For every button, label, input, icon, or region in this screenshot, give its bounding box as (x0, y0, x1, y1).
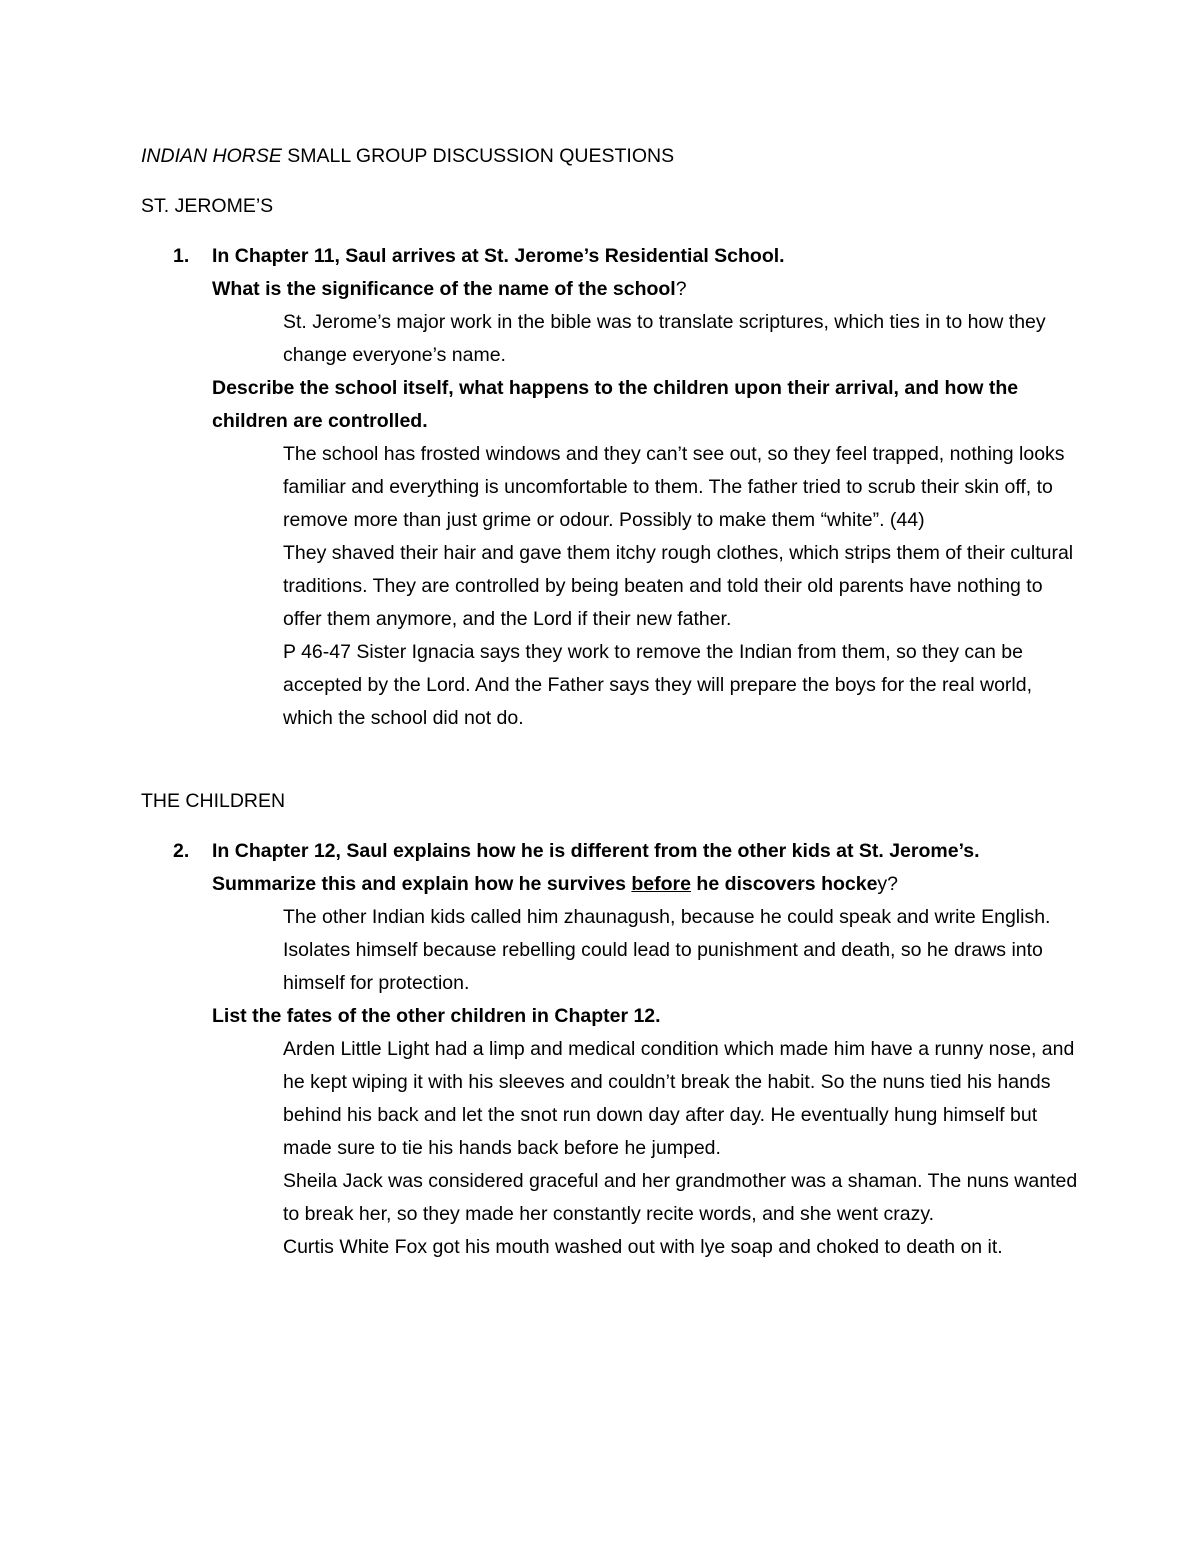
document-body (141, 140, 1081, 1264)
question-text: What is the significance of the name of the school (212, 278, 676, 300)
question-number: 1. (173, 245, 190, 267)
question-text: he discovers hocke (691, 873, 878, 895)
question-text: Summarize this and explain how he survives (212, 873, 632, 895)
answer-paragraph: The other Indian kids called him zhaunagush, because he could speak and write English. Isolates himself because rebelling could lead to punishment and death, so he draws into himself for protection. (283, 906, 1051, 994)
answer-paragraph: P 46-47 Sister Ignacia says they work to remove the Indian from them, so they can be accepted by the Lord. And the Father says they will prepare the boys for the real world, which the school did not do. (283, 641, 1032, 729)
question-line (212, 273, 1081, 306)
question-line (212, 868, 1081, 901)
question-line: In Chapter 12, Saul explains how he is different from the other kids at St. Jerome’s. (212, 840, 980, 862)
question-number: 2. (173, 840, 190, 862)
answer-paragraph: St. Jerome’s major work in the bible was to translate scriptures, which ties in to how they change everyone’s name. (283, 311, 1046, 366)
question-tail: y? (877, 873, 899, 895)
question-block-1 (141, 240, 1081, 735)
answer-paragraph: The school has frosted windows and they can’t see out, so they feel trapped, nothing looks familiar and everything is uncomfortable to them. The father tried to scrub their skin off, to remove more than just grime or odour. Possibly to make them “white”. (44) (283, 443, 1065, 531)
document-title (141, 140, 1081, 173)
answer-paragraph: They shaved their hair and gave them itchy rough clothes, which strips them of their cultural traditions. They are controlled by being beaten and told their old parents have nothing to offer them anymore, and the Lord if their new father. (283, 542, 1074, 630)
answer-paragraph: Arden Little Light had a limp and medical condition which made him have a runny nose, and he kept wiping it with his sleeves and couldn’t break the habit. So the nuns tied his hands behind his back and let the snot run down day after day. He eventually hung himself but made sure to tie his hands back before he jumped. (283, 1038, 1075, 1159)
title-rest: SMALL GROUP DISCUSSION QUESTIONS (281, 145, 675, 167)
book-title: INDIAN HORSE (141, 145, 282, 167)
section-heading-st-jeromes: ST. JEROME’S (141, 195, 274, 217)
section-heading-the-children: THE CHILDREN (141, 790, 286, 812)
question-line: Describe the school itself, what happens to the children upon their arrival, and how the children are controlled. (212, 377, 1019, 432)
answer-paragraph: Sheila Jack was considered graceful and her grandmother was a shaman. The nuns wanted to break her, so they made her constantly recite words, and she went crazy. (283, 1170, 1078, 1225)
question-block-2 (141, 835, 1081, 1264)
question-line: List the fates of the other children in Chapter 12. (212, 1005, 661, 1027)
question-tail: ? (675, 278, 687, 300)
underlined-word: before (631, 873, 691, 895)
answer-paragraph: Curtis White Fox got his mouth washed out with lye soap and choked to death on it. (283, 1236, 1003, 1258)
question-line: In Chapter 11, Saul arrives at St. Jerome’s Residential School. (212, 245, 785, 267)
